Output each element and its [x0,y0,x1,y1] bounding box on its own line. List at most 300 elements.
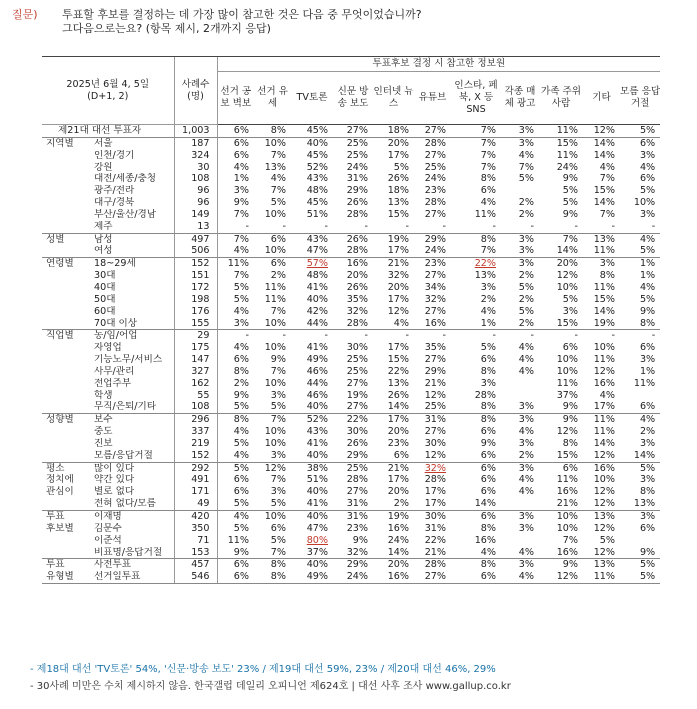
value-cell: 13% [264,161,287,173]
value-cell: 3% [501,125,539,138]
sample-size-cell: 49 [174,498,217,510]
value-cell: 6% [480,486,497,498]
sample-size-header: 사례수 (명) [174,57,217,125]
value-cell: 4% [518,426,535,438]
value-cell: 40% [291,450,333,462]
value-cell: 28% [424,559,447,571]
row-category [42,498,94,510]
row-label: 김문수 [94,522,122,534]
value-cell: 16% [387,522,410,534]
table-row [42,197,660,209]
value-cell: 32% [387,270,410,282]
sample-size-cell: 292 [174,462,217,474]
value-cell: 40% [306,486,329,498]
value-cell: 27% [424,354,447,366]
value-cell: 8% [480,233,497,245]
sample-size-cell: 296 [174,414,217,426]
value-cell [501,535,539,547]
value-cell: 12% [593,486,616,498]
sample-size-cell: 96 [174,197,217,209]
sample-size-cell: 546 [174,571,217,583]
value-cell: 6% [373,450,414,462]
table-row [42,462,660,474]
value-cell: 6% [562,342,579,354]
value-cell: 15% [387,354,410,366]
value-cell: 52% [306,161,329,173]
value-cell: - [282,330,287,342]
row-label: 사무/관리 [94,365,135,377]
table-row [42,294,660,306]
value-cell: 30% [346,426,369,438]
question-text-line1: 투표할 후보를 결정하는 데 가장 많이 참고한 것은 다음 중 무엇이었습니까? [62,8,422,21]
sample-size-cell: 457 [174,559,217,571]
value-cell: 6% [480,354,497,366]
value-cell: 41% [306,281,329,293]
row-category: 투표 [46,559,65,571]
value-cell: 2% [501,318,539,330]
value-cell: 4% [599,389,616,401]
value-cell [501,185,539,197]
row-label: 50대 [94,293,116,305]
row-category [42,209,94,221]
value-cell: 5% [620,245,660,257]
value-cell: 27% [346,377,369,389]
value-cell: 10% [556,354,579,366]
table-row [42,354,660,366]
table-row [42,330,660,342]
sample-size-cell: 151 [174,270,217,282]
row-label: 인천/경기 [94,149,135,161]
value-cell: 31% [346,173,369,185]
value-cell: 5% [639,185,656,197]
table-row [42,378,660,390]
value-cell: 5% [217,498,254,510]
value-cell: 9% [217,390,254,402]
value-cell [501,498,539,510]
value-cell: 2% [501,450,539,462]
value-cell: 32% [424,293,447,305]
value-cell: 10% [556,511,579,522]
value-cell: 24% [333,571,373,583]
row-label: 사전투표 [94,559,132,571]
value-cell: 5% [480,342,497,354]
value-cell: 23% [346,522,369,534]
value-cell: 8% [217,366,254,378]
value-cell: 17% [373,245,414,257]
value-cell: 40% [306,293,329,305]
table-row [42,318,660,330]
value-cell: 7% [518,161,535,173]
row-category [42,535,94,547]
value-cell: - [651,330,656,342]
value-cell: - [414,221,451,233]
column-header: 기타 [583,72,620,125]
value-cell: 6% [217,150,254,162]
value-cell: 28% [346,474,369,486]
value-cell: 4% [270,173,287,185]
value-cell: 27% [414,571,451,583]
value-cell: 43% [306,173,329,185]
value-cell: 5% [393,161,410,173]
row-category [42,294,94,306]
sample-size-cell: 147 [174,354,217,366]
sample-size-cell: 149 [174,209,217,221]
value-cell: 31% [424,414,447,426]
value-cell [501,378,539,390]
row-category: 투표 [46,511,65,522]
value-cell: 10% [556,522,579,534]
value-cell: 2% [480,293,497,305]
value-cell: 17% [387,474,410,486]
value-cell: - [611,330,616,342]
sample-size-cell: 337 [174,426,217,438]
value-cell: 46% [306,365,329,377]
row-label: 별로 없다 [94,486,135,498]
row-category: 후보별 [46,522,74,534]
value-cell: 16% [539,547,583,559]
row-label: 18~29세 [94,258,136,270]
value-cell: 22% [387,365,410,377]
survey-date-line1: 2025년 6월 4, 5일 [66,78,150,90]
footnote-source: - 30사례 미만은 수치 제시하지 않음. 한국갤럽 데일리 오피니언 제624호 | 대선 사후 조사 www.gallup.co.kr [30,681,511,692]
value-cell: 3% [217,185,254,197]
row-label: 제21대 대선 투표자 [42,125,174,138]
row-category: 유형별 [42,571,94,583]
value-cell: 14% [593,197,616,209]
value-cell: 15% [539,318,583,330]
value-cell: 24% [414,245,451,257]
value-cell: 51% [306,208,329,220]
value-cell: 22% [424,534,447,546]
row-category [42,547,94,559]
table-row [42,547,660,559]
sample-size-cell: 162 [174,378,217,390]
value-cell: 8% [480,522,497,534]
value-cell: 1% [639,270,656,282]
value-cell: 7% [480,137,497,149]
value-cell: 8% [480,365,497,377]
value-cell: 4% [217,511,254,523]
sample-size-cell: 153 [174,547,217,559]
sample-size-cell: 108 [174,173,217,185]
value-cell: 3% [518,437,535,449]
value-cell: 7% [599,208,616,220]
value-cell: 7% [270,185,287,197]
value-cell: 16% [593,462,616,474]
sample-size-cell: 152 [174,258,217,270]
value-cell: 27% [346,486,369,498]
value-cell: 41% [291,498,333,510]
value-cell: 8% [254,571,291,583]
value-cell: 4% [639,161,656,173]
value-cell: 28% [424,474,447,486]
value-cell: 24% [556,161,579,173]
value-cell: 9% [352,534,369,546]
sample-size-cell: 155 [174,318,217,330]
value-cell: - [405,330,410,342]
value-cell: 11% [264,281,287,293]
row-category [42,354,94,366]
value-cell: 11% [539,125,583,138]
value-cell: 4% [217,450,254,462]
value-cell: 4% [518,486,535,498]
value-cell: 1% [217,173,254,185]
value-cell: - [217,330,254,342]
value-cell: 11% [633,377,656,389]
value-cell: 7% [217,209,254,221]
value-cell: 25% [346,354,369,366]
row-label: 제주 [94,221,174,233]
row-label: 비표명/응답거절 [94,547,174,559]
value-cell: 18% [387,185,410,197]
value-cell: 6% [480,462,497,474]
value-cell: 4% [217,342,254,354]
value-cell: 2% [639,426,656,438]
value-cell: 35% [346,293,369,305]
value-cell: 4% [217,306,254,318]
table-row [42,535,660,547]
value-cell: - [333,221,373,233]
row-label: 30대 [94,270,116,282]
value-cell: 17% [424,486,447,498]
value-cell: 27% [424,305,447,317]
value-cell: 24% [387,534,410,546]
row-category [42,426,94,438]
value-cell: 19% [387,511,410,522]
value-cell: 32% [346,305,369,317]
value-cell: 10% [254,245,291,257]
value-cell: 5% [270,197,287,209]
value-cell: 15% [593,185,616,197]
value-cell: 7% [270,414,287,426]
column-header: 각종 매체 광고 [501,72,539,125]
value-cell: 11% [556,377,579,389]
column-header: 모름 응답 거절 [620,72,660,125]
value-cell: 17% [387,342,410,354]
value-cell: 49% [306,354,329,366]
value-cell: 30% [424,511,447,522]
value-cell: 10% [264,342,287,354]
table-row [42,571,660,583]
value-cell: 21% [414,547,451,559]
value-cell: 8% [562,437,579,449]
table-row [42,390,660,402]
value-cell: 49% [291,571,333,583]
value-cell: 5% [217,282,254,294]
value-cell: 28% [474,389,497,401]
value-cell: 5% [599,534,616,546]
highlighted-value: 32% [424,462,447,474]
value-cell: 4% [217,426,254,438]
table-row [42,173,660,185]
value-cell: 20% [556,258,579,270]
value-cell: 5% [518,305,535,317]
table-row [42,450,660,462]
row-label: 전업주부 [94,377,132,389]
value-cell: 25% [346,365,369,377]
sample-size-cell: 491 [174,474,217,486]
value-cell: 27% [424,208,447,220]
question-text-line2: 그다음으로는요? (항목 제시, 2개까지 응답) [62,22,271,35]
column-header: 선거 공보 벽보 [217,72,254,125]
value-cell: 16% [414,318,451,330]
value-cell: 14% [539,245,583,257]
value-cell: 3% [639,474,656,486]
value-cell: 8% [639,486,656,498]
value-cell: 12% [583,450,620,462]
value-cell: 13% [387,197,410,209]
value-cell: 9% [562,208,579,220]
value-cell: 14% [593,437,616,449]
value-cell: - [217,221,254,233]
value-cell: 31% [333,498,373,510]
row-label: 약간 있다 [94,474,135,486]
value-cell: 22% [346,414,369,426]
value-cell: - [620,221,660,233]
value-cell: 27% [414,125,451,138]
value-cell: 10% [633,197,656,209]
value-cell: 5% [217,523,254,535]
row-label: 강원 [94,161,113,173]
value-cell: 4% [639,233,656,245]
value-cell: 15% [593,293,616,305]
value-cell: 5% [562,185,579,197]
value-cell: 3% [518,258,535,270]
value-cell: 11% [474,208,497,220]
value-cell: 4% [639,281,656,293]
value-cell: 11% [593,414,616,426]
table-row [42,270,660,282]
value-cell: 4% [217,245,254,257]
value-cell: 8% [480,559,497,571]
value-cell: 4% [501,571,539,583]
value-cell: 29% [346,185,369,197]
value-cell: 9% [217,197,254,209]
value-cell: 15% [539,450,583,462]
value-cell: 12% [556,270,579,282]
value-cell: 6% [639,522,656,534]
row-label: 기능노무/서비스 [94,354,163,366]
value-cell: 2% [373,498,414,510]
value-cell: 20% [387,486,410,498]
value-cell: 31% [346,511,369,522]
value-cell: 3% [501,401,539,413]
value-cell: 14% [620,450,660,462]
table-row [42,401,660,413]
row-category [42,245,94,257]
value-cell: 5% [254,401,291,413]
value-cell: 3% [217,318,254,330]
highlighted-value: 80% [306,534,329,546]
table-row [42,511,660,523]
sample-size-cell: 71 [174,535,217,547]
value-cell: 9% [562,559,579,571]
value-cell: 3% [270,389,287,401]
value-cell: 12% [556,426,579,438]
value-cell: 6% [217,571,254,583]
value-cell: 5% [518,173,535,185]
row-label: 전혀 없다/모름 [94,498,174,510]
value-cell: - [530,330,535,342]
value-cell: - [254,221,291,233]
value-cell: 7% [270,149,287,161]
sample-size-cell: 30 [174,162,217,174]
value-cell: 3% [518,559,535,571]
row-category [42,378,94,390]
value-cell: 21% [424,377,447,389]
value-cell: 6% [270,522,287,534]
value-cell [291,258,333,270]
column-header: 신문 방송 보도 [333,72,373,125]
row-category [42,366,94,378]
row-label: 중도 [94,426,113,438]
value-cell: 4% [518,149,535,161]
value-cell: 14% [451,498,501,510]
footnote-history: - 제18대 대선 'TV토론' 54%, '신문·방송 보도' 23% / 제19대 대선 59%, 23% / 제20대 대선 46%, 29% [30,664,496,675]
survey-date-line2: (D+1, 2) [87,90,129,102]
value-cell: 11% [583,571,620,583]
value-cell: 2% [518,197,535,209]
value-cell: 8% [217,414,254,426]
value-cell: 17% [583,401,620,413]
row-category [42,450,94,462]
value-cell: 3% [518,414,535,426]
value-cell: 3% [639,437,656,449]
sample-size-cell: 350 [174,523,217,535]
row-label: 농/임/어업 [94,330,138,342]
value-cell: 8% [480,173,497,185]
value-cell: 20% [387,426,410,438]
value-cell: 10% [264,137,287,149]
value-cell: 23% [387,437,410,449]
value-cell: 20% [346,270,369,282]
value-cell: 6% [217,354,254,366]
value-cell: 28% [333,318,373,330]
value-cell: 3% [254,450,291,462]
row-label: 무직/은퇴/기타 [94,401,174,413]
value-cell: 5% [217,294,254,306]
value-cell: - [574,330,579,342]
value-cell: 12% [583,125,620,138]
sample-size-cell: 497 [174,233,217,245]
value-cell: - [291,221,333,233]
value-cell: 14% [373,401,414,413]
info-source-group-title: 투표후보 결정 시 참고한 정보원 [217,57,660,72]
value-cell: 4% [518,342,535,354]
value-cell: 12% [424,389,447,401]
value-cell: 8% [480,414,497,426]
value-cell: 11% [217,535,254,547]
results-table [42,56,660,584]
row-label: 많이 있다 [94,462,135,474]
row-category: 연령별 [46,258,74,270]
table-row [42,162,660,174]
value-cell: 13% [620,498,660,510]
value-cell: 5% [217,401,254,413]
value-cell: 3% [518,511,535,522]
value-cell: 5% [620,571,660,583]
column-header: 인터넷 뉴스 [373,72,414,125]
survey-date [42,57,174,125]
sample-size-cell: 29 [174,330,217,342]
value-cell: 13% [474,270,497,282]
value-cell: 46% [306,389,329,401]
value-cell: 4% [501,547,539,559]
table-row [42,185,660,197]
value-cell [620,535,660,547]
value-cell: 9% [562,414,579,426]
row-label: 광주/전라 [94,185,135,197]
